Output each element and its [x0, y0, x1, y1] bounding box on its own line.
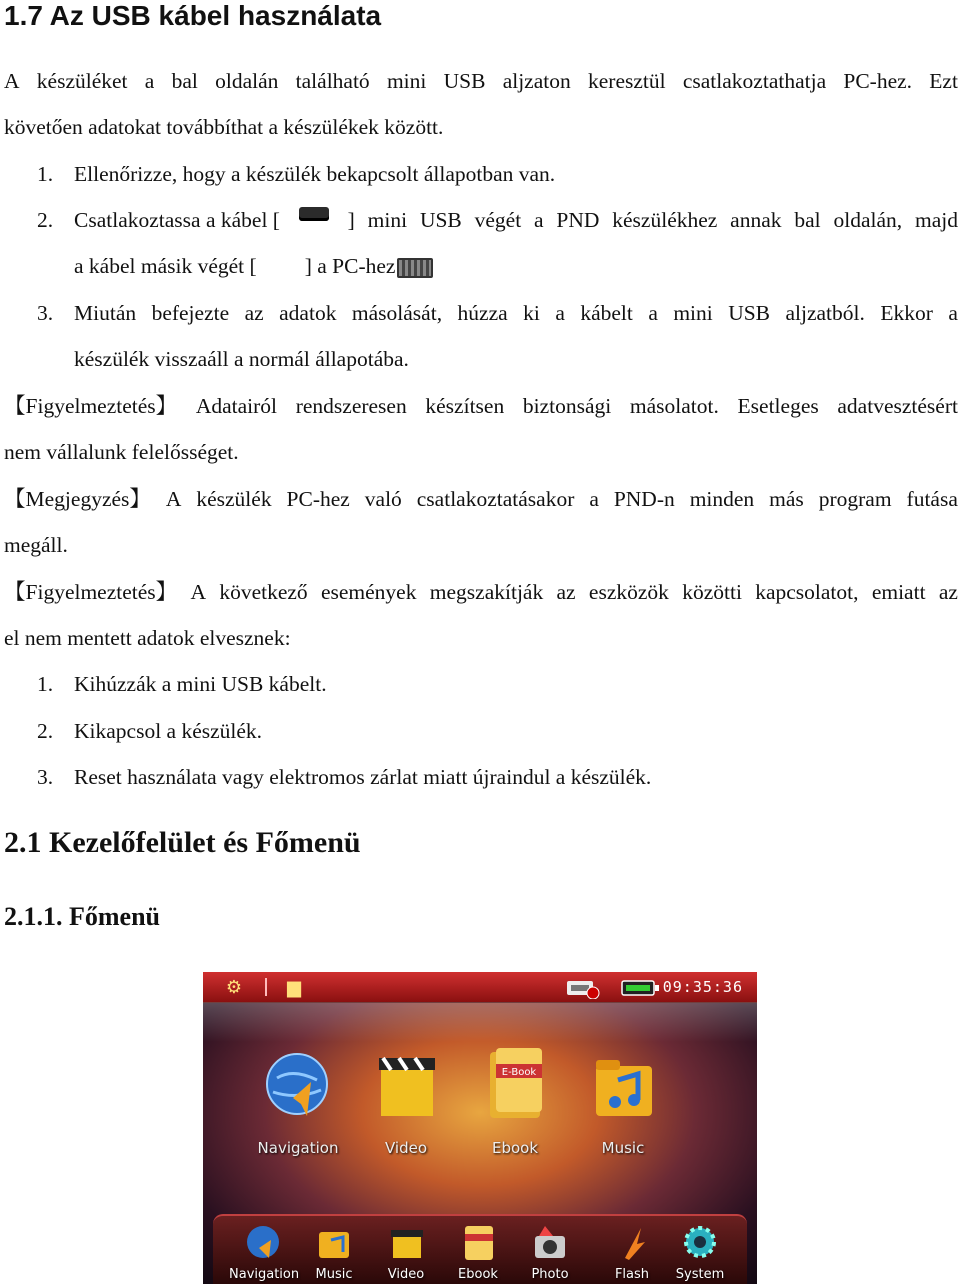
flash-icon — [611, 1222, 653, 1262]
word: PC-hez — [286, 487, 350, 511]
word: program — [818, 487, 892, 511]
word: Miután — [74, 301, 137, 325]
app-music[interactable] — [573, 1038, 673, 1157]
book-icon — [457, 1222, 499, 1262]
warning-1-line-1 — [4, 393, 958, 419]
intro-line-1 — [4, 68, 958, 94]
usb-a-plug-icon — [397, 258, 433, 278]
event-2-text: Kikapcsol a készülék. — [74, 719, 263, 743]
warning-2-line-1 — [4, 579, 958, 605]
globe-icon — [243, 1222, 285, 1262]
word: befejezte — [151, 301, 230, 325]
warning-1-bracket-close: 】 — [155, 394, 178, 418]
warning-1-line-2: nem vállalunk felelősséget. — [4, 440, 239, 464]
device-clock: 09:35:36 — [662, 978, 743, 996]
word: USB — [728, 301, 771, 325]
step-2-line-2-a: a kábel másik végét [ — [74, 254, 257, 278]
intro-line-2: követően adatokat továbbíthat a készülékek között. — [4, 115, 444, 139]
step-3-line-1 — [74, 300, 958, 326]
word: készítsen — [425, 394, 505, 418]
system-gear-icon — [679, 1222, 721, 1262]
word: annak — [730, 208, 782, 232]
word: keresztül — [588, 69, 666, 93]
word: a — [144, 69, 155, 93]
word: a — [948, 301, 958, 325]
dock-flash-label: Flash — [614, 1267, 650, 1282]
section-title: 1.7 Az USB kábel használata — [4, 0, 382, 31]
word: készülék — [196, 487, 272, 511]
dock-ebook[interactable] — [443, 1222, 513, 1282]
word: az — [244, 301, 264, 325]
warning-2-bracket-open: 【 — [4, 580, 26, 604]
word: csatlakoztatásakor — [416, 487, 575, 511]
clapperboard-icon — [385, 1222, 427, 1262]
dock-music[interactable] — [299, 1222, 369, 1282]
word: futása — [906, 487, 958, 511]
word: bal — [171, 69, 198, 93]
word: készülékhez — [612, 208, 718, 232]
word: PND-n — [613, 487, 675, 511]
note-bracket-close: 】 — [129, 487, 151, 511]
word: másolatot. — [629, 394, 719, 418]
warning-1-label: Figyelmeztetés — [25, 394, 156, 418]
app-navigation-label: Navigation — [257, 1139, 339, 1157]
device-top-bar — [203, 972, 757, 1003]
word: ki — [523, 301, 540, 325]
word: A — [190, 580, 207, 604]
ebook-cover-text: E-Book — [501, 1067, 537, 1078]
battery-icon — [621, 979, 661, 997]
word: aljzaton — [502, 69, 571, 93]
usb-icon — [565, 977, 601, 999]
app-ebook-label: Ebook — [491, 1139, 539, 1157]
warning-2-label: Figyelmeztetés — [25, 580, 156, 604]
step-2-number: 2. — [37, 208, 54, 232]
word: húzza — [457, 301, 508, 325]
word: másolását, — [351, 301, 443, 325]
warning-2-bracket-close: 】 — [155, 580, 178, 604]
word: a — [589, 487, 599, 511]
music-icon — [313, 1222, 355, 1262]
word: A — [4, 69, 20, 93]
word: más — [769, 487, 804, 511]
word: oldalán — [215, 69, 279, 93]
word: PND — [556, 208, 600, 232]
step-1-number: 1. — [37, 162, 54, 186]
event-3-text: Reset használata vagy elektromos zárlat miatt újraindul a készülék. — [74, 765, 652, 789]
gear-icon[interactable]: ⚙ — [225, 976, 243, 998]
word: mini — [673, 301, 713, 325]
dock-video[interactable] — [371, 1222, 441, 1282]
word: való — [364, 487, 402, 511]
word: mini — [367, 208, 408, 232]
word: eszközök — [588, 580, 669, 604]
word: ] — [347, 208, 355, 232]
word: közötti — [682, 580, 742, 604]
dock-navigation[interactable] — [229, 1222, 299, 1282]
screen-gloss — [203, 1002, 757, 1042]
dock-system-label: System — [675, 1267, 725, 1282]
word: kábelt — [580, 301, 633, 325]
word: az — [556, 580, 576, 604]
step-2-part-a: Csatlakoztassa a kábel [ — [74, 208, 280, 232]
word: Ekkor — [880, 301, 933, 325]
word: biztonsági — [522, 394, 612, 418]
mini-usb-plug-icon — [299, 207, 329, 221]
word: található — [295, 69, 370, 93]
word: kapcsolatot, — [755, 580, 859, 604]
dock-video-label: Video — [387, 1267, 425, 1282]
word: adatok — [279, 301, 337, 325]
word: a — [534, 208, 544, 232]
globe-navigation-icon — [263, 1038, 333, 1128]
note-line-1 — [4, 486, 958, 512]
word: USB — [419, 208, 462, 232]
word: aljzatból. — [785, 301, 865, 325]
word: majd — [915, 208, 958, 232]
step-3-line-2: készülék visszaáll a normál állapotába. — [74, 347, 409, 371]
word: Adatairól — [195, 394, 278, 418]
camera-icon — [529, 1222, 571, 1262]
app-ebook[interactable] — [465, 1038, 565, 1157]
book-icon — [480, 1038, 550, 1128]
event-1-number: 1. — [37, 672, 54, 696]
word: készüléket — [36, 69, 128, 93]
dock-photo-label: Photo — [531, 1267, 569, 1282]
step-2-line-2 — [74, 253, 433, 279]
word: mini — [386, 69, 427, 93]
dock-navigation-label: Navigation — [229, 1267, 300, 1282]
word: Esetleges — [737, 394, 819, 418]
device-main-menu-screenshot — [203, 972, 757, 1284]
note-bracket-open: 【 — [4, 487, 26, 511]
word: PC-hez. — [843, 69, 913, 93]
step-2-line-2-b: ] a PC-hez — [304, 254, 396, 278]
event-2-number: 2. — [37, 719, 54, 743]
word: minden — [689, 487, 755, 511]
dock-flash[interactable] — [597, 1222, 667, 1282]
music-folder-icon — [588, 1038, 658, 1128]
dock-music-label: Music — [315, 1267, 353, 1282]
word: megszakítják — [429, 580, 544, 604]
word: csatlakoztathatja — [682, 69, 827, 93]
word: a — [555, 301, 565, 325]
word: adatvesztésért — [837, 394, 958, 418]
device-dock — [213, 1214, 747, 1284]
warning-2-line-2: el nem mentett adatok elvesznek: — [4, 626, 291, 650]
clapperboard-icon — [371, 1038, 441, 1128]
event-3-number: 3. — [37, 765, 54, 789]
word: események — [320, 580, 417, 604]
step-3-number: 3. — [37, 301, 54, 325]
word: a — [648, 301, 658, 325]
step-1-text: Ellenőrizze, hogy a készülék bekapcsolt állapotban van. — [74, 162, 556, 186]
word: USB — [443, 69, 486, 93]
note-label: Megjegyzés — [25, 487, 130, 511]
word: Ezt — [929, 69, 958, 93]
dock-photo[interactable] — [515, 1222, 585, 1282]
app-music-label: Music — [601, 1139, 645, 1157]
heading-2-1: 2.1 Kezelőfelület és Főmenü — [4, 826, 361, 859]
word: az — [938, 580, 958, 604]
word: A — [165, 487, 182, 511]
app-navigation[interactable] — [248, 1038, 348, 1157]
dock-ebook-label: Ebook — [458, 1267, 498, 1282]
word: rendszeresen — [295, 394, 407, 418]
folder-icon[interactable]: ▆ — [287, 976, 301, 998]
event-1-text: Kihúzzák a mini USB kábelt. — [74, 672, 327, 696]
app-video[interactable] — [356, 1038, 456, 1157]
note-line-2: megáll. — [4, 533, 68, 557]
top-bar-separator — [265, 978, 267, 996]
heading-2-1-1: 2.1.1. Főmenü — [4, 902, 160, 931]
word: oldalán, — [833, 208, 903, 232]
word: emiatt — [871, 580, 926, 604]
app-video-label: Video — [384, 1139, 428, 1157]
warning-1-bracket-open: 【 — [4, 394, 26, 418]
dock-system[interactable] — [665, 1222, 735, 1282]
word: végét — [474, 208, 522, 232]
word: következő — [219, 580, 308, 604]
step-2-line-1 — [74, 207, 958, 233]
word: bal — [794, 208, 821, 232]
